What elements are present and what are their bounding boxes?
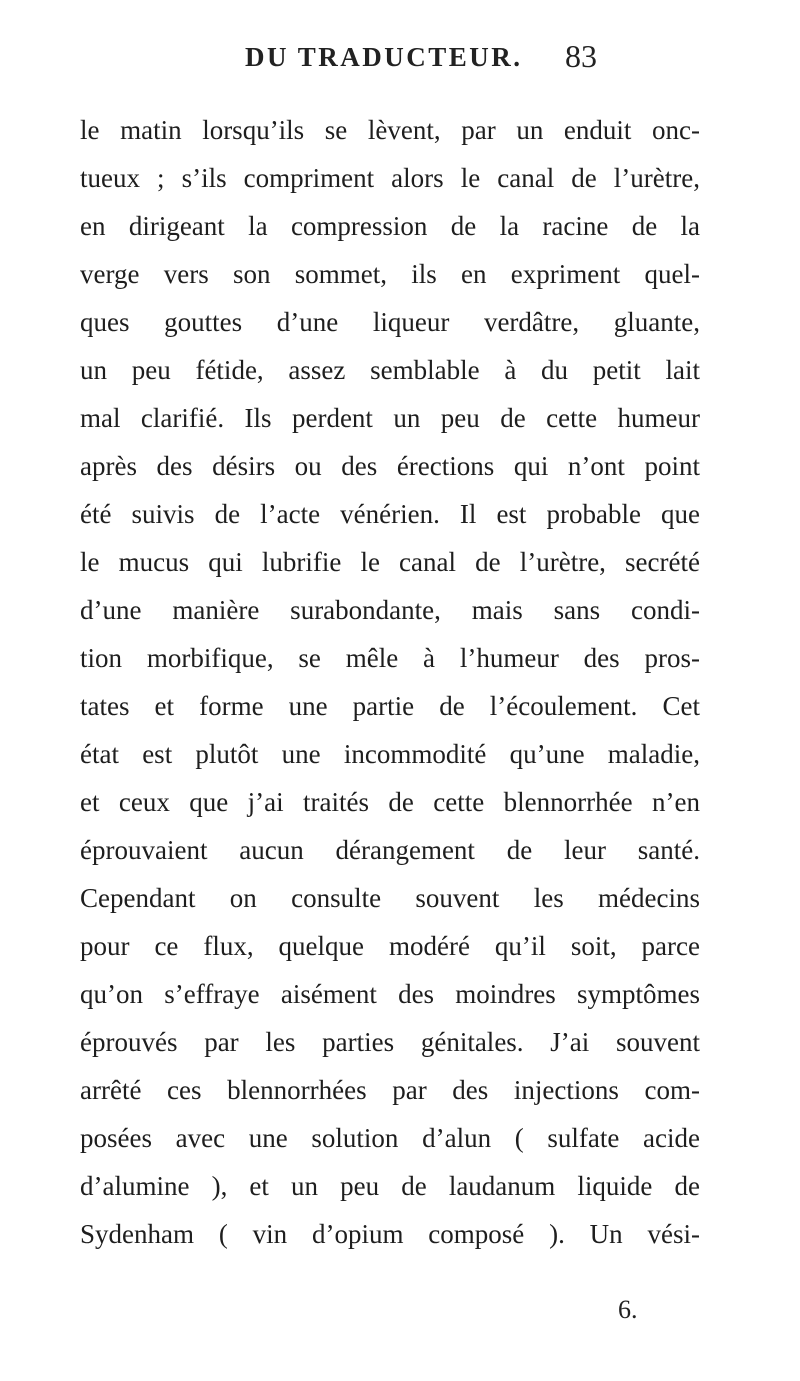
text-line: mal clarifié. Ils perdent un peu de cette humeur	[80, 403, 700, 433]
text-line: verge vers son sommet, ils en expriment quel-	[80, 259, 700, 289]
text-line: arrêté ces blennorrhées par des injections com-	[80, 1075, 700, 1105]
text-line: un peu fétide, assez semblable à du petit lait	[80, 355, 700, 385]
text-line: éprouvaient aucun dérangement de leur santé.	[80, 835, 700, 865]
text-line: Cependant on consulte souvent les médecins	[80, 883, 700, 913]
text-line: posées avec une solution d’alun ( sulfate acide	[80, 1123, 700, 1153]
text-line: Sydenham ( vin d’opium composé ). Un vési-	[80, 1219, 700, 1249]
text-line: été suivis de l’acte vénérien. Il est probable que	[80, 499, 700, 529]
text-line: d’alumine ), et un peu de laudanum liquide de	[80, 1171, 700, 1201]
page-number: 83	[565, 38, 597, 74]
text-line: ques gouttes d’une liqueur verdâtre, gluante,	[80, 307, 700, 337]
body-text	[80, 106, 700, 1258]
running-title: DU TRADUCTEUR.	[245, 42, 523, 72]
text-line: d’une manière surabondante, mais sans condi-	[80, 595, 700, 625]
catchword: 6.	[618, 1295, 638, 1324]
text-line: état est plutôt une incommodité qu’une maladie,	[80, 739, 700, 769]
text-line: pour ce flux, quelque modéré qu’il soit, parce	[80, 931, 700, 961]
text-line: le matin lorsqu’ils se lèvent, par un enduit onc-	[80, 115, 700, 145]
text-line: tates et forme une partie de l’écoulement. Cet	[80, 691, 700, 721]
text-line: qu’on s’effraye aisément des moindres symptômes	[80, 979, 700, 1009]
text-line: en dirigeant la compression de la racine de la	[80, 211, 700, 241]
text-line: tueux ; s’ils compriment alors le canal de l’urètre,	[80, 163, 700, 193]
text-line: et ceux que j’ai traités de cette blennorrhée n’en	[80, 787, 700, 817]
text-line: éprouvés par les parties génitales. J’ai souvent	[80, 1027, 700, 1057]
text-line: tion morbifique, se mêle à l’humeur des pros-	[80, 643, 700, 673]
running-header	[0, 38, 800, 92]
text-line: après des désirs ou des érections qui n’ont point	[80, 451, 700, 481]
text-line: le mucus qui lubrifie le canal de l’urètre, secrété	[80, 547, 700, 577]
